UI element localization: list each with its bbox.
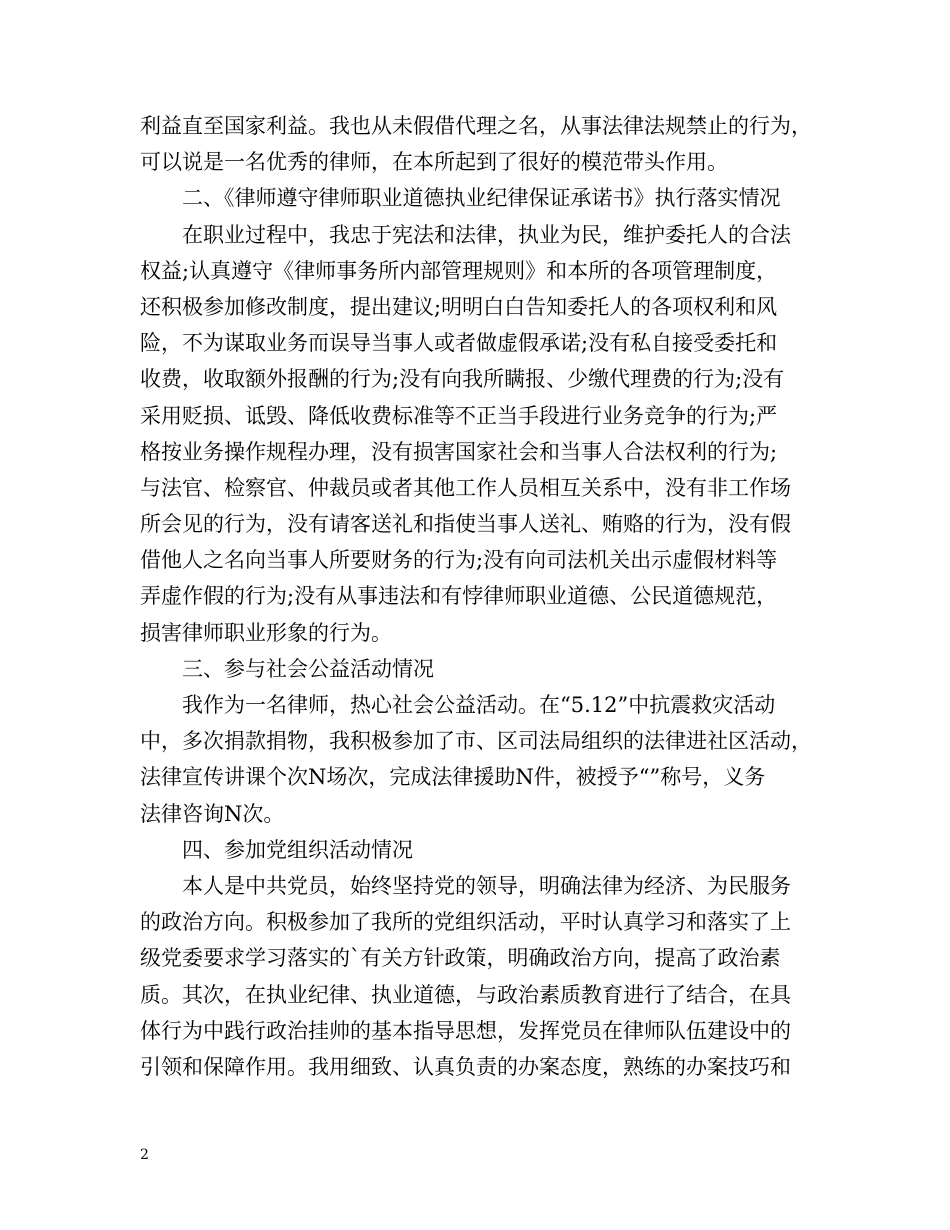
text-line: 体行为中践行政治挂帅的基本指导思想，发挥党员在律师队伍建设中的 bbox=[140, 1018, 791, 1043]
text-line: 还积极参加修改制度，提出建议;明明白白告知委托人的各项权利和风 bbox=[140, 294, 778, 319]
text-line: 二、《律师遵守律师职业道德执业纪律保证承诺书》执行落实情况 bbox=[182, 186, 781, 211]
text-line: 可以说是一名优秀的律师，在本所起到了很好的模范带头作用。 bbox=[140, 150, 728, 175]
text-line: 格按业务操作规程办理，没有损害国家社会和当事人合法权利的行为; bbox=[140, 439, 778, 464]
text-line: 级党委要求学习落实的`有关方针政策，明确政治方向，提高了政治素 bbox=[140, 946, 781, 971]
text-line: 在职业过程中，我忠于宪法和法律，执业为民，维护委托人的合法 bbox=[182, 222, 791, 247]
text-line: 本人是中共党员，始终坚持党的领导，明确法律为经济、为民服务 bbox=[182, 873, 791, 898]
text-line: 弄虚作假的行为;没有从事违法和有悖律师职业道德、公民道德规范， bbox=[140, 584, 778, 609]
text-line: 借他人之名向当事人所要财务的行为;没有向司法机关出示虚假材料等 bbox=[140, 548, 778, 573]
text-line: 收费，收取额外报酬的行为;没有向我所瞒报、少缴代理费的行为;没有 bbox=[140, 367, 785, 392]
text-line: 质。其次，在执业纪律、执业道德，与政治素质教育进行了结合，在具 bbox=[140, 982, 791, 1007]
text-line: 三、参与社会公益活动情况 bbox=[182, 656, 434, 681]
text-line: 引领和保障作用。我用细致、认真负责的办案态度，熟练的办案技巧和 bbox=[140, 1054, 791, 1079]
text-line: 采用贬损、诋毁、降低收费标准等不正当手段进行业务竞争的行为;严 bbox=[140, 403, 778, 428]
page-number: 2 bbox=[140, 1147, 149, 1163]
text-line: 权益;认真遵守《律师事务所内部管理规则》和本所的各项管理制度， bbox=[140, 258, 778, 283]
text-line: 法律宣传讲课个次N场次，完成法律援助N件，被授予“”称号，义务 bbox=[140, 765, 766, 790]
text-line: 与法官、检察官、仲裁员或者其他工作人员相互关系中，没有非工作场 bbox=[140, 475, 791, 500]
document-body bbox=[140, 108, 816, 1085]
text-line: 法律咨询N次。 bbox=[140, 801, 285, 826]
text-line: 所会见的行为，没有请客送礼和指使当事人送礼、贿赂的行为，没有假 bbox=[140, 512, 791, 537]
text-line: 险，不为谋取业务而误导当事人或者做虚假承诺;没有私自接受委托和 bbox=[140, 331, 778, 356]
text-line: 四、参加党组织活动情况 bbox=[182, 837, 413, 862]
text-line: 利益直至国家利益。我也从未假借代理之名，从事法律法规禁止的行为， bbox=[140, 114, 812, 138]
text-line: 我作为一名律师，热心社会公益活动。在“5.12”中抗震救灾活动 bbox=[182, 693, 776, 717]
text-line: 损害律师职业形象的行为。 bbox=[140, 620, 392, 645]
text-line: 的政治方向。积极参加了我所的党组织活动，平时认真学习和落实了上 bbox=[140, 910, 791, 935]
text-line: 中，多次捐款捐物，我积极参加了市、区司法局组织的法律进社区活动， bbox=[140, 729, 812, 754]
